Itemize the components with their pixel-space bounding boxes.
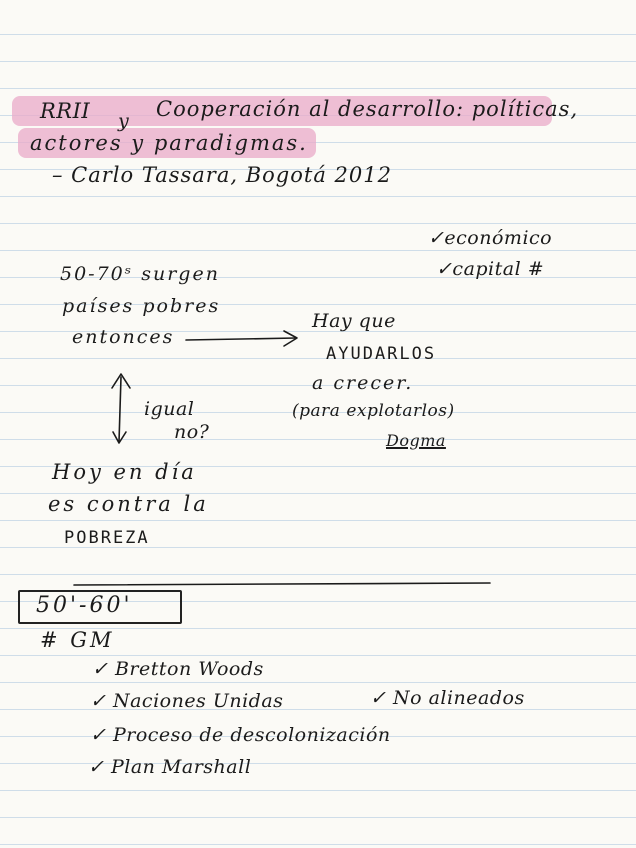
section-item-1: ✓ Bretton Woods (92, 658, 264, 680)
right-line-2: AYUDARLOS (326, 344, 437, 364)
right-line-5-dogma: Dogma (386, 431, 446, 450)
check-icon: ✓ (88, 756, 111, 778)
bottom-line-3: POBREZA (64, 528, 150, 548)
left-line-1: 50-70ˢ surgen (60, 263, 220, 285)
right-line-4: (para explotarlos) (292, 401, 455, 421)
title-rrii: RRII (40, 99, 91, 123)
section-sub: # GM (40, 628, 115, 652)
section-item-2: ✓ Naciones Unidas (90, 690, 284, 712)
title-line-1: Cooperación al desarrollo: políticas, (156, 97, 579, 121)
double-arrow-icon (112, 374, 130, 443)
check-icon: ✓ (428, 227, 445, 249)
bottom-line-2: es contra la (48, 492, 209, 516)
arrow-note-1: igual (144, 398, 195, 420)
check-icon: ✓ (90, 690, 113, 712)
section-side-item: ✓ No alineados (370, 687, 525, 709)
check-icon: ✓ (370, 687, 393, 709)
section-item-4: ✓ Plan Marshall (88, 756, 252, 778)
left-line-3: entonces (72, 326, 175, 348)
check-icon: ✓ (90, 724, 113, 746)
section-item-3: ✓ Proceso de descolonización (90, 724, 391, 746)
section-divider (74, 583, 490, 585)
right-arrow-icon (186, 331, 297, 346)
title-author: – Carlo Tassara, Bogotá 2012 (52, 163, 392, 187)
bottom-line-1: Hoy en día (52, 460, 197, 484)
check-economico: ✓económico (428, 227, 553, 249)
check-icon: ✓ (436, 258, 453, 280)
check-icon: ✓ (92, 658, 115, 680)
arrow-note-2: no? (174, 421, 210, 443)
left-line-2: países pobres (62, 295, 221, 317)
title-line-2: actores y paradigmas. (30, 131, 308, 155)
section-heading: 50'-60' (36, 593, 133, 618)
right-line-1: Hay que (312, 310, 396, 332)
right-line-3: a crecer. (312, 372, 414, 394)
check-capital: ✓capital # (436, 258, 545, 280)
title-y: y (118, 110, 130, 132)
